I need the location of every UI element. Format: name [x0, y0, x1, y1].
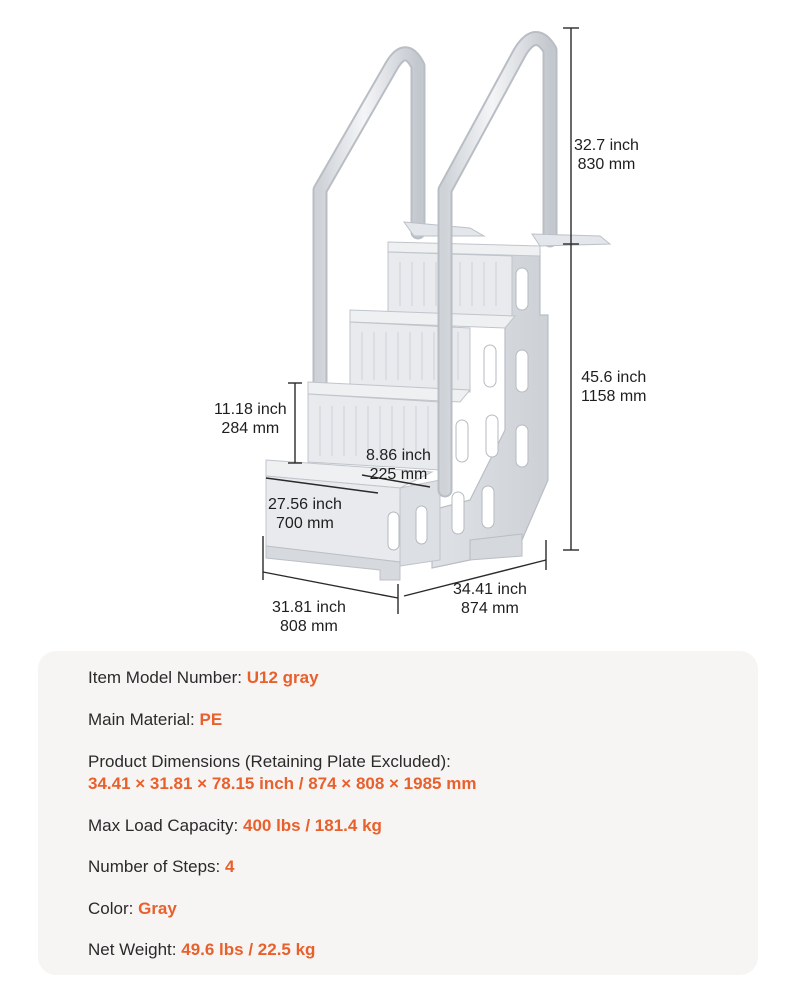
spec-value-dimensions: 34.41 × 31.81 × 78.15 inch / 874 × 808 × 1985 mm — [88, 774, 477, 793]
spec-row-steps — [88, 856, 234, 878]
dim-handrail-height — [574, 136, 639, 174]
spec-value-net-weight: 49.6 lbs / 22.5 kg — [181, 940, 316, 959]
spec-label-color: Color: — [88, 899, 134, 918]
spec-card — [38, 651, 758, 975]
dim-step-width-mm: 700 mm — [276, 515, 334, 532]
dim-body-height — [581, 368, 647, 406]
dim-overall-depth-mm: 874 mm — [461, 600, 519, 617]
dim-step-width-inch: 27.56 inch — [268, 496, 342, 513]
spec-value-color: Gray — [138, 899, 177, 918]
spec-row-model — [88, 667, 319, 689]
spec-row-max-load — [88, 815, 382, 837]
dim-handrail-height-mm: 830 mm — [577, 156, 636, 173]
dim-body-height-inch: 45.6 inch — [581, 369, 647, 386]
dim-overall-depth — [453, 580, 527, 618]
dim-overall-width-mm: 808 mm — [280, 618, 338, 635]
spec-row-material — [88, 709, 222, 731]
dim-overall-width-inch: 31.81 inch — [272, 599, 346, 616]
dim-overall-width — [272, 598, 346, 636]
dim-step-depth-inch: 8.86 inch — [366, 447, 431, 464]
spec-label-material: Main Material: — [88, 710, 195, 729]
spec-row-dimensions — [88, 751, 476, 795]
dim-step-depth-mm: 225 mm — [369, 466, 428, 483]
spec-label-dimensions: Product Dimensions (Retaining Plate Excluded): — [88, 752, 451, 771]
spec-value-max-load: 400 lbs / 181.4 kg — [242, 816, 382, 835]
dim-step-rise-mm: 284 mm — [221, 420, 280, 437]
dim-step-width — [268, 495, 342, 533]
spec-label-model: Item Model Number: — [88, 668, 242, 687]
dim-step-depth — [366, 446, 431, 484]
spec-row-color — [88, 898, 177, 920]
spec-value-model: U12 gray — [246, 668, 319, 687]
dim-step-rise — [214, 400, 287, 438]
spec-row-net-weight — [88, 939, 315, 961]
spec-label-max-load: Max Load Capacity: — [88, 816, 239, 835]
spec-value-steps: 4 — [225, 857, 235, 876]
spec-label-net-weight: Net Weight: — [88, 940, 177, 959]
dim-body-height-mm: 1158 mm — [581, 388, 647, 405]
dim-handrail-height-inch: 32.7 inch — [574, 137, 639, 154]
spec-label-steps: Number of Steps: — [88, 857, 221, 876]
dim-overall-depth-inch: 34.41 inch — [453, 581, 527, 598]
dim-step-rise-inch: 11.18 inch — [214, 401, 287, 418]
spec-value-material: PE — [199, 710, 223, 729]
